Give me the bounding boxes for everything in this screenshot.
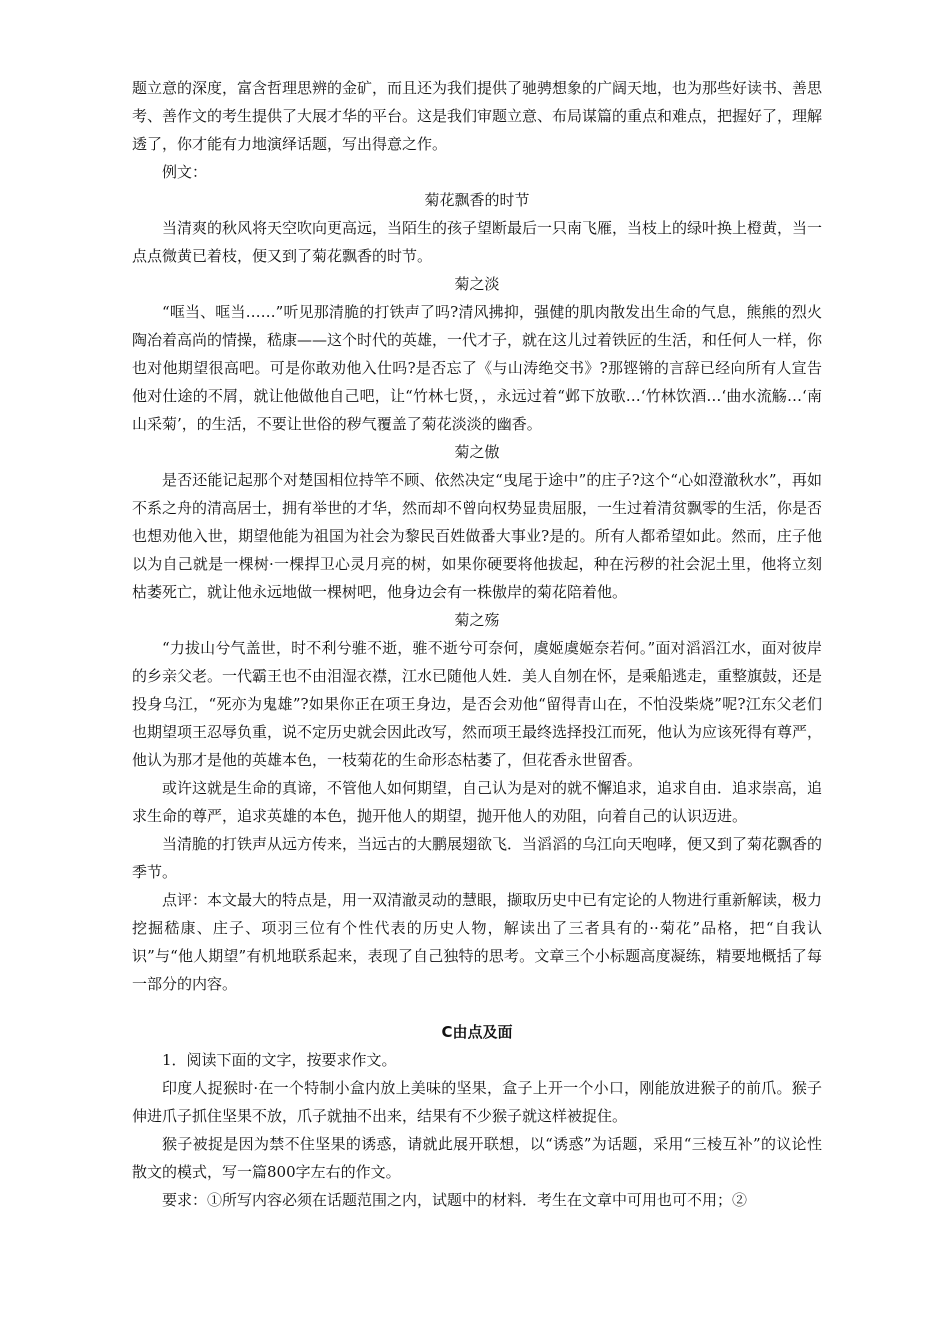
exercise-instruction: 1．阅读下面的文字，按要求作文。 xyxy=(162,1051,397,1069)
subtitle-ju-zhi-ao: 菊之傲 xyxy=(454,443,500,461)
section-xiang-yu: “力拔山兮气盖世，时不利兮骓不逝，骓不逝兮可奈何，虞姬虞姬奈若何。”面对滔滔江水，面对彼岸的乡亲父老。一代霸王也不由泪湿衣襟，江水已随他人姓．美人自刎在怀，是乘船逃走，重整旗鼓，还是投身乌江，“死亦为鬼雄”?如果你正在项王身边，是否会劝他“留得青山在，不怕没柴烧”呢?江东父老们也期望项王忍辱负重，说不定历史就会因此改写，然而项王最终选择投江而死，他认为应该死得有尊严，他认为那才是他的英雄本色，一枝菊花的生命形态枯萎了，但花香永世留香。 xyxy=(132,639,823,769)
subtitle-ju-zhi-shang: 菊之殇 xyxy=(454,611,500,629)
section-ji-kang: “哐当、哐当……”听见那清脆的打铁声了吗?清风拂抑，强健的肌肉散发出生命的气息，熊熊的烈火陶冶着高尚的情操，嵇康——这个时代的英雄，一代才子，就在这儿过着铁匠的生活，和任何人一样，你也对他期望很高吧。可是你敢劝他入仕吗?是否忘了《与山涛绝交书》?那铿锵的言辞已经向所有人宣告他对仕途的不屑，就让他做他自己吧，让“竹林七贤，，永远过着“邺下放歌…‘竹林饮酒…‘曲水流觞…‘南山采菊’，的生活，不要让世俗的秽气覆盖了菊花淡淡的幽香。 xyxy=(132,303,823,433)
essay-title: 菊花飘香的时节 xyxy=(424,191,530,209)
section-spacer xyxy=(132,998,822,1018)
exercise-requirements: 要求：①所写内容必须在话题范围之内，试题中的材料．考生在文章中可用也可不用；② xyxy=(162,1191,748,1209)
section-zhuangzi: 是否还能记起那个对楚国相位持竿不顾、依然决定“曳尾于途中”的庄子?这个“心如澄澈秋水”，再如不系之舟的清高居士，拥有举世的才华，然而却不曾向权势显贵屈服，一生过着清贫飘零的生活，你是否也想劝他入世，期望他能为祖国为社会为黎民百姓做番大事业?是的。所有人都希望如此。然而，庄子他以为自己就是一棵树·一棵捍卫心灵月亮的树，如果你硬要将他拔起，种在污秽的社会泥土里，他将立刻枯萎死亡，就让他永远地做一棵树吧，他身边会有一株傲岸的菊花陪着他。 xyxy=(132,471,823,601)
example-label: 例文： xyxy=(162,163,208,181)
subtitle-ju-zhi-dan: 菊之淡 xyxy=(454,275,500,293)
exercise-prompt: 猴子被捉是因为禁不住坚果的诱惑，请就此展开联想，以“诱惑”为话题，采用“三棱互补”的议论性散文的模式，写一篇800字左右的作文。 xyxy=(132,1135,822,1181)
closing-paragraph: 当清脆的打铁声从远方传来，当远古的大鹏展翅欲飞．当滔滔的乌江向天咆哮，便又到了菊花飘香的季节。 xyxy=(132,835,823,881)
section-heading: C由点及面 xyxy=(441,1023,513,1041)
commentary-paragraph: 点评：本文最大的特点是，用一双清澈灵动的慧眼，撷取历史中已有定论的人物进行重新解读，极力挖掘嵇康、庄子、项羽三位有个性代表的历史人物，解读出了三者具有的··菊花”品格，把“自我认识”与“他人期望”有机地联系起来，表现了自己独特的思考。文章三个小标题高度凝练，精要地概括了每一部分的内容。 xyxy=(132,891,823,993)
intro-paragraph: 题立意的深度，富含哲理思辨的金矿，而且还为我们提供了驰骋想象的广阔天地，也为那些好读书、善思考、善作文的考生提供了大展才华的平台。这是我们审题立意、布局谋篇的重点和难点，把握好了，理解透了，你才能有力地演绎话题，写出得意之作。 xyxy=(132,79,823,153)
exercise-material: 印度人捉猴时·在一个特制小盒内放上美味的坚果，盒子上开一个小口，刚能放进猴子的前爪。猴子伸进爪子抓住坚果不放，爪子就抽不出来，结果有不少猴子就这样被捉住。 xyxy=(132,1079,822,1125)
document-page xyxy=(132,74,822,1214)
conclusion-paragraph: 或许这就是生命的真谛，不管他人如何期望，自己认为是对的就不懈追求，追求自由．追求崇高，追求生命的尊严，追求英雄的本色，抛开他人的期望，抛开他人的劝阻，向着自己的认识迈进。 xyxy=(132,779,823,825)
essay-opening: 当清爽的秋风将天空吹向更高远，当陌生的孩子望断最后一只南飞雁，当枝上的绿叶换上橙黄，当一点点微黄已着枝，便又到了菊花飘香的时节。 xyxy=(132,219,823,265)
